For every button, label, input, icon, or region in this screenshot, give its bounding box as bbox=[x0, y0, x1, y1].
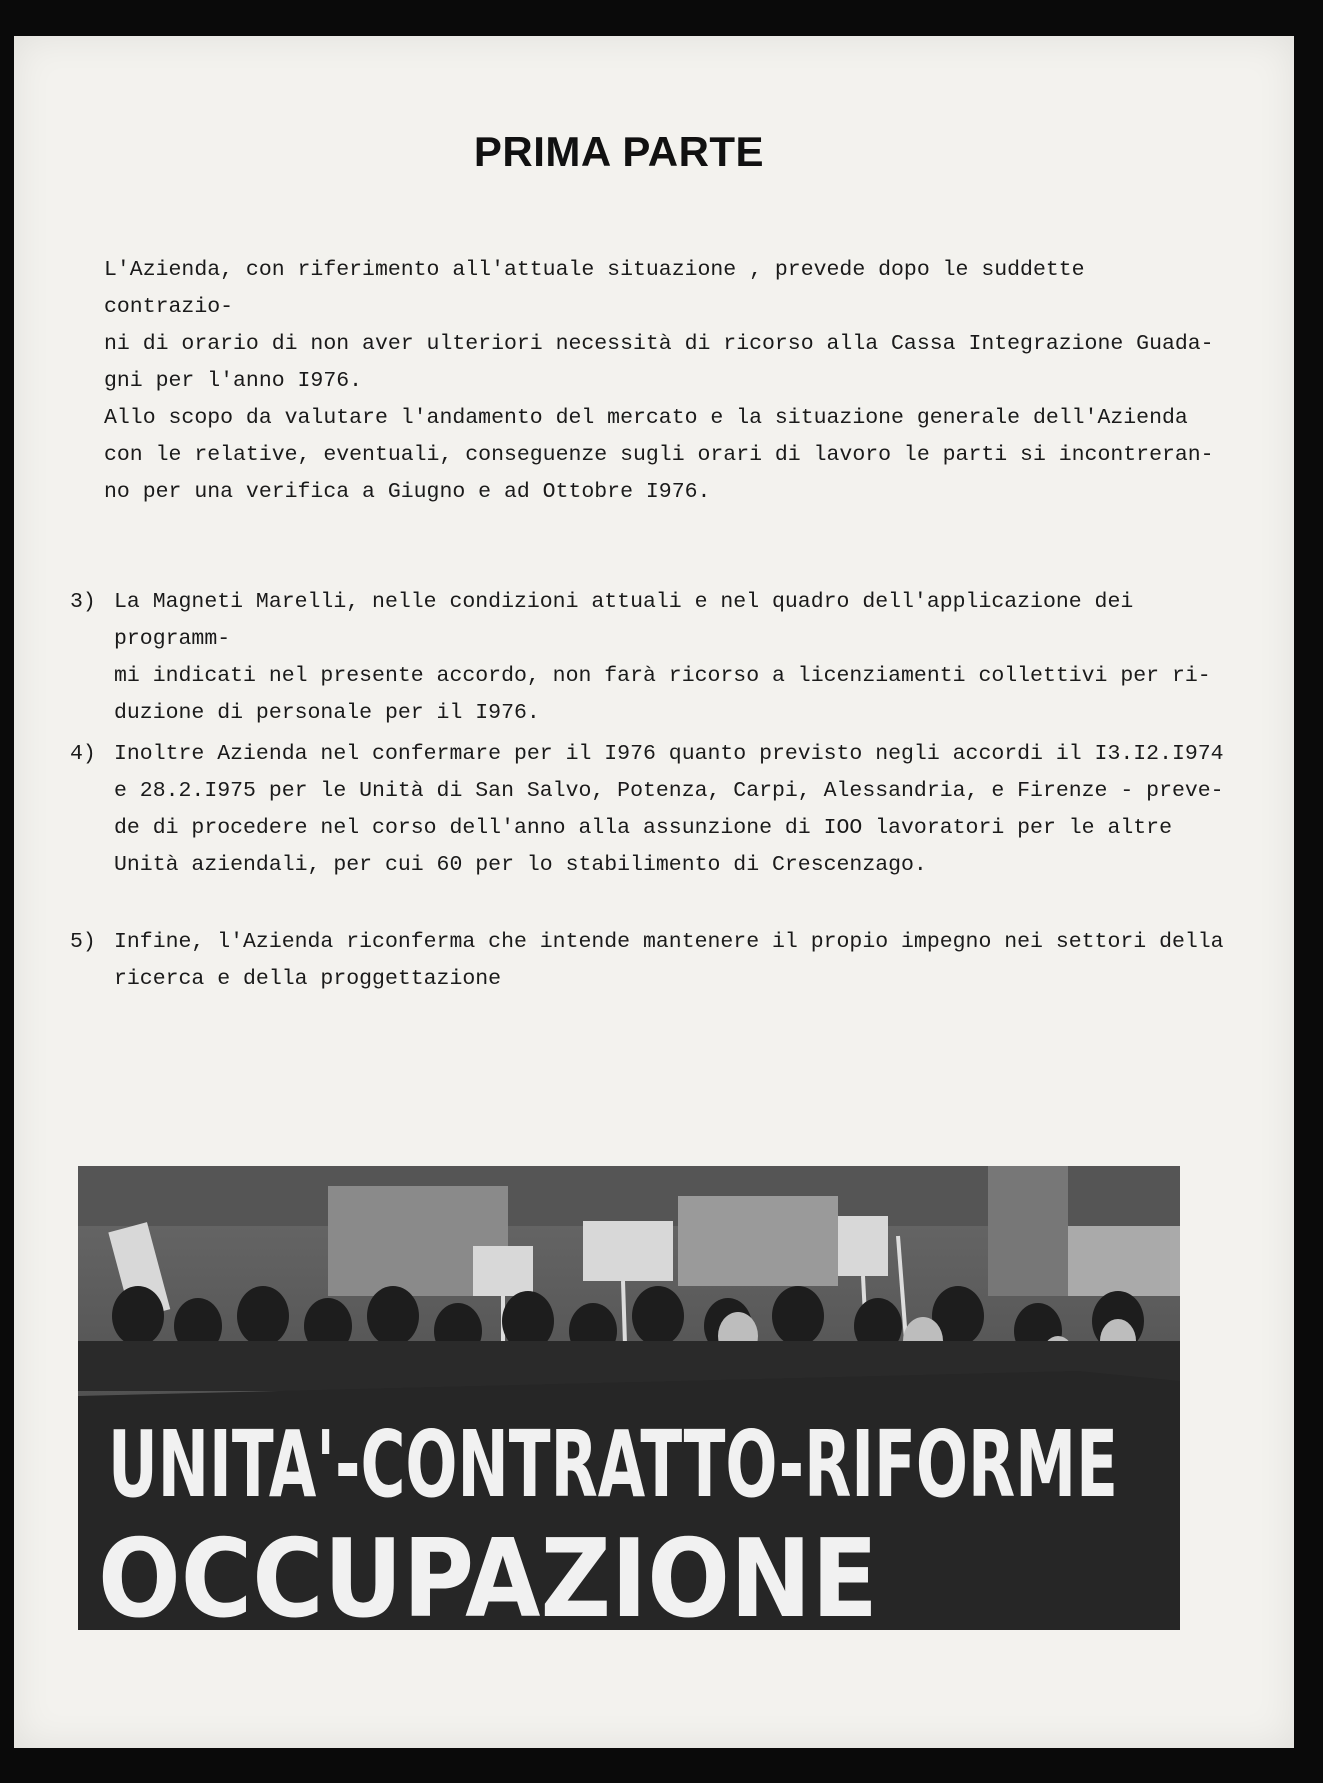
item-5 bbox=[70, 924, 1230, 998]
intro-line: con le relative, eventuali, conseguenze sugli orari di lavoro le parti si incontreran- bbox=[104, 443, 1214, 467]
item-line: Inoltre Azienda nel confermare per il I976 quanto previsto negli accordi il I3.I2.I974 bbox=[114, 742, 1224, 766]
item-4 bbox=[70, 736, 1230, 884]
banner-line1: UNITA'-CONTRATTO-RIFORME bbox=[108, 1411, 1118, 1518]
item-line: e 28.2.I975 per le Unità di San Salvo, Potenza, Carpi, Alessandria, e Firenze - preve- bbox=[114, 779, 1224, 803]
item-number: 5) bbox=[70, 930, 96, 954]
page-title: PRIMA PARTE bbox=[473, 128, 765, 175]
banner-line2: OCCUPAZIONE bbox=[98, 1517, 878, 1630]
intro-line: Allo scopo da valutare l'andamento del mercato e la situazione generale dell'Azienda bbox=[104, 406, 1188, 430]
document-page bbox=[14, 36, 1294, 1748]
intro-section bbox=[104, 252, 1224, 511]
item-line: de di procedere nel corso dell'anno alla assunzione di IOO lavoratori per le altre bbox=[114, 816, 1172, 840]
item-line: duzione di personale per il I976. bbox=[114, 701, 540, 725]
protest-photo bbox=[78, 1166, 1180, 1630]
item-line: Infine, l'Azienda riconferma che intende mantenere il propio impegno nei settori della bbox=[114, 930, 1224, 954]
item-3 bbox=[70, 584, 1230, 732]
item-number: 4) bbox=[70, 742, 96, 766]
intro-line: gni per l'anno I976. bbox=[104, 369, 363, 393]
item-line: La Magneti Marelli, nelle condizioni attuali e nel quadro dell'applicazione dei programm- bbox=[114, 590, 1134, 651]
item-line: ricerca e della proggettazione bbox=[114, 967, 502, 991]
intro-line: ni di orario di non aver ulteriori necessità di ricorso alla Cassa Integrazione Guada- bbox=[104, 332, 1214, 356]
intro-line: no per una verifica a Giugno e ad Ottobre I976. bbox=[104, 480, 711, 504]
item-line: Unità aziendali, per cui 60 per lo stabilimento di Crescenzago. bbox=[114, 853, 927, 877]
item-line: mi indicati nel presente accordo, non farà ricorso a licenziamenti collettivi per ri- bbox=[114, 664, 1211, 688]
intro-line: L'Azienda, con riferimento all'attuale situazione , prevede dopo le suddette contrazio- bbox=[104, 258, 1085, 319]
item-number: 3) bbox=[70, 590, 96, 614]
